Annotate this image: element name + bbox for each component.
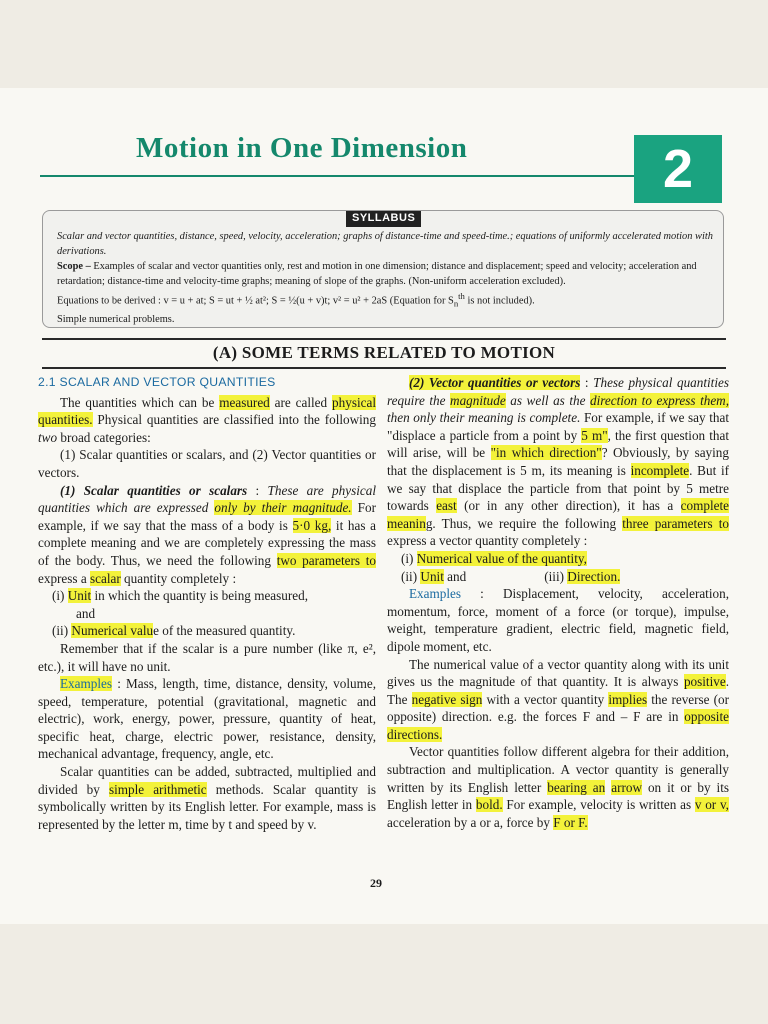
scope-label: Scope – [57, 261, 91, 272]
text: (i) [52, 588, 68, 604]
italic-text: as well as the [505, 392, 590, 408]
highlight: negative sign [411, 691, 483, 707]
text: methods. Scalar quantity is symbolically written by its English letter. For example, mass is represented by the letter m, time by t and speed by v. [38, 781, 377, 832]
list-item [38, 622, 376, 640]
text: quantity completely : [120, 570, 237, 586]
text: in which the quantity is being measured, [91, 588, 309, 604]
scope-text: Examples of scalar and vector quantities only, rest and motion in one dimension; distance and displacement; speed and velocity; acceleration and retardation; distance-time and velocity-time graphs; meaning of slope of the graphs. (Non-uniform acceleration excluded). [57, 261, 697, 287]
text: on it or by its English letter in [387, 779, 730, 813]
text: ? Obviously, by saying that the displacement is 5 m, its meaning is [387, 445, 729, 478]
text: : Mass, length, time, distance, density, volume, speed, temperature, potential (gravitational, magnetic and electric), work, energy, power, pressure, quantity of heat, specific heat, charge, electric power, resistance, density, mechanical advantage, frequency, angle, etc. [38, 676, 376, 762]
text: , the first question that will arise, will be [387, 427, 729, 461]
text: : [580, 375, 594, 390]
syllabus-label: SYLLABUS [346, 210, 421, 227]
chapter-title: Motion in One Dimension [136, 132, 468, 164]
highlight: only by their magnitude. [214, 500, 352, 516]
syllabus-last: Simple numerical problems. [57, 313, 175, 325]
highlight: implies [608, 691, 648, 707]
paragraph [38, 675, 376, 763]
paragraph [38, 482, 376, 588]
syllabus-scope [57, 259, 713, 289]
text: express a vector quantity completely : [387, 533, 588, 549]
highlight: 5 m" [581, 427, 608, 443]
highlight: simple arithmetic [108, 781, 207, 797]
highlight: arrow [611, 779, 642, 795]
examples-label: Examples [60, 676, 113, 692]
right-column [387, 374, 729, 831]
paragraph [387, 374, 729, 550]
subsection-heading: 2.1 SCALAR AND VECTOR QUANTITIES [38, 375, 276, 389]
eq-fraction: ½ [244, 295, 253, 307]
left-column [38, 374, 376, 833]
highlight: Unit [420, 568, 444, 584]
text: For example, velocity is written as [502, 797, 695, 813]
list-item [387, 550, 729, 568]
text: Vector quantities follow different algebra for their addition, subtraction and multiplication. A vector quantity is generally written by its English letter [387, 744, 729, 795]
highlight: physical quantities. [38, 394, 376, 428]
text: (iii) [544, 568, 568, 584]
text: . The [387, 674, 729, 707]
text: (ii) [401, 568, 421, 584]
text: . But if we say that displace the particle from that point by 5 metre towards [387, 462, 730, 514]
eq-suffix: is not included). [467, 295, 535, 307]
highlight: Unit [67, 588, 92, 604]
paragraph [387, 656, 729, 744]
paragraph [38, 394, 376, 447]
highlight: east [436, 498, 457, 514]
italic-text: two [38, 429, 58, 445]
text: with a vector quantity [482, 691, 609, 707]
paragraph [387, 743, 729, 831]
text: the reverse (or opposite) direction. e.g. the forces F and – F are in [387, 691, 729, 725]
highlight: complete meanin [387, 498, 729, 531]
section-rule-bottom [42, 367, 726, 369]
eq-mid1: at²; S = [255, 295, 286, 307]
eq-fraction-2: ½ [288, 295, 297, 307]
highlight: direction to express them, [590, 392, 729, 408]
highlight: 5·0 kg, [292, 517, 332, 533]
highlight: Direction. [567, 568, 621, 584]
text: express a [38, 570, 90, 586]
text: broad categories: [57, 429, 151, 445]
highlight: bearing an [547, 779, 606, 795]
eq-mid2: (u + v)t; v² = u² + 2aS (Equation for S [296, 295, 454, 307]
text: The numerical value of a vector quantity along with its unit gives us the magnitude of that quantity. It is always [387, 656, 729, 690]
italic-text: These physical quantities require the [387, 375, 729, 408]
text: and [443, 568, 467, 584]
text: Physical quantities are classified into the following [92, 412, 376, 428]
highlight: F or F. [553, 814, 588, 830]
italic-text: These are physical quantities which are expressed [38, 482, 376, 516]
highlight: positive [683, 674, 726, 690]
text: are called [269, 394, 333, 410]
syllabus-topics [57, 229, 713, 259]
highlight: incomplete [630, 462, 690, 478]
text: (ii) [52, 623, 72, 639]
text: acceleration by a or a, force by [387, 814, 554, 830]
text: (i) [401, 550, 417, 566]
highlight: two parameters to [276, 552, 376, 568]
text: g. Thus, we require the following [425, 515, 623, 531]
text: For example, if we say that "displace a particle from a point by [387, 410, 729, 443]
highlight: three parameters to [622, 515, 729, 531]
highlight: magnitude [450, 392, 506, 408]
chapter-number-badge: 2 [634, 135, 722, 203]
text: For example, if we say that the mass of a body is [38, 500, 376, 533]
highlight: Numerical valu [71, 623, 154, 639]
page-number: 29 [370, 876, 382, 890]
paragraph: (1) Scalar quantities or scalars, and (2) Vector quantities or vectors. [38, 447, 376, 480]
highlight: "in which direction" [490, 445, 602, 461]
eq-prefix: Equations to be derived : v = u + at; S = ut + [57, 295, 243, 307]
highlight: Numerical value of the quantity, [416, 550, 587, 566]
text: The quantities which can be [60, 394, 220, 410]
section-rule-top [42, 338, 726, 340]
bold-term: (2) Vector quantities or vectors [409, 375, 581, 390]
highlight: scalar [90, 570, 121, 586]
examples-label: Examples [409, 586, 462, 602]
syllabus-equations [57, 289, 713, 312]
highlight: v or v, [694, 797, 729, 813]
list-conjunction: and [76, 605, 96, 621]
highlight: opposite directions. [387, 709, 729, 742]
paragraph [38, 763, 376, 833]
text: (or in any other direction), it has a [456, 498, 681, 514]
eq-sup: th [458, 291, 465, 301]
bold-term: (1) Scalar quantities or scalars [60, 482, 248, 498]
text: it has a complete meaning and we are completely expressing the mass of the body. Thus, we need the following [38, 517, 376, 568]
highlight: measured [219, 394, 270, 410]
section-heading: (A) SOME TERMS RELATED TO MOTION [212, 343, 556, 362]
italic-text: then only their meaning is complete. [387, 410, 581, 426]
syllabus-topics-text: Scalar and vector quantities, distance, speed, velocity, acceleration; graphs of distance-time and speed-time.; equations of uniformly accelerated motion with derivations. [57, 231, 713, 257]
list-item [387, 568, 729, 586]
paragraph [387, 585, 729, 655]
text: Scalar quantities can be added, subtracted, multiplied and divided by [38, 764, 376, 797]
text: : [247, 482, 268, 498]
highlight: bold. [475, 797, 503, 813]
title-rule [40, 175, 640, 177]
text: e of the measured quantity. [153, 623, 296, 639]
list-item [38, 587, 376, 605]
text: : Displacement, velocity, acceleration, momentum, force, moment of a force (or torque), impulse, weight, temperature gradient, electric field, magnetic field, dipole moment, etc. [387, 586, 729, 654]
eq-sub: n [453, 298, 459, 309]
syllabus-box [42, 210, 724, 328]
paragraph: Remember that if the scalar is a pure number (like π, e², etc.), it will have no unit. [38, 640, 376, 674]
